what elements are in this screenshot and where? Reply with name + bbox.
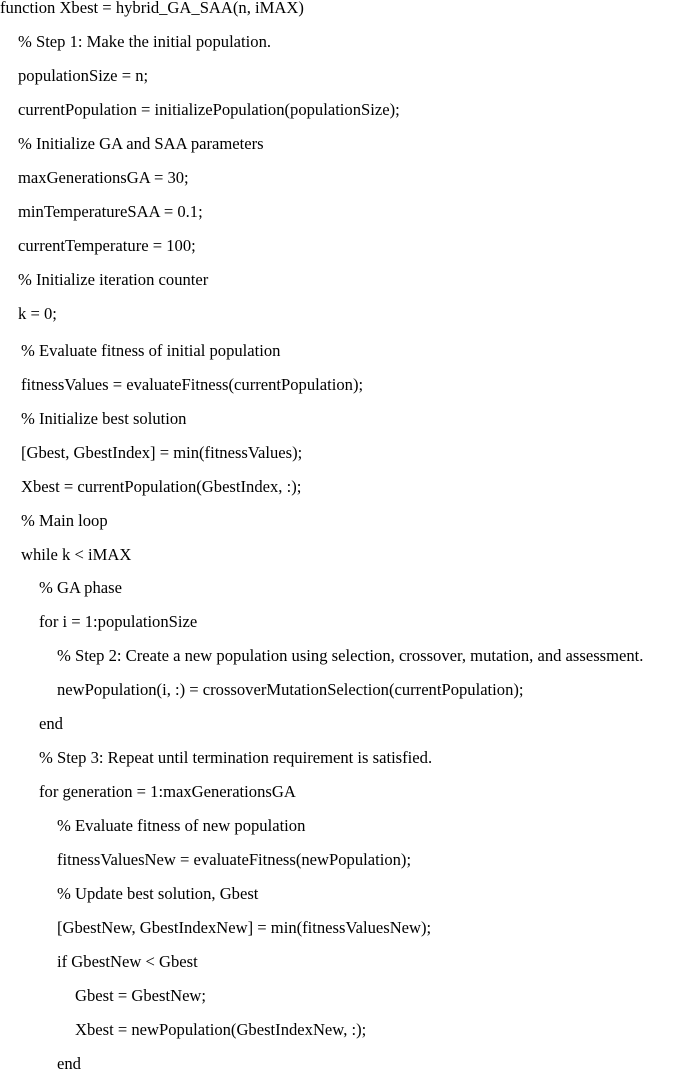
code-line: for generation = 1:maxGenerationsGA: [39, 782, 296, 801]
code-line: % Step 3: Repeat until termination requirement is satisfied.: [39, 748, 433, 767]
code-line: % Step 2: Create a new population using selection, crossover, mutation, and assessment.: [57, 646, 644, 665]
code-line: function Xbest = hybrid_GA_SAA(n, iMAX): [0, 0, 304, 17]
code-line: % Initialize iteration counter: [18, 270, 209, 289]
code-line: % GA phase: [39, 578, 122, 597]
code-line: end: [57, 1054, 81, 1073]
code-line: Gbest = GbestNew;: [75, 986, 207, 1005]
code-line: fitnessValues = evaluateFitness(currentPopulation);: [21, 375, 364, 394]
code-line: minTemperatureSAA = 0.1;: [18, 202, 203, 221]
code-line: while k < iMAX: [21, 545, 132, 564]
code-line: [GbestNew, GbestIndexNew] = min(fitnessValuesNew);: [57, 918, 432, 937]
code-line: k = 0;: [18, 304, 57, 323]
code-line: Xbest = currentPopulation(GbestIndex, :);: [21, 477, 302, 496]
code-line: currentTemperature = 100;: [18, 236, 196, 255]
code-line: fitnessValuesNew = evaluateFitness(newPopulation);: [57, 850, 412, 869]
code-line: if GbestNew < Gbest: [57, 952, 198, 971]
code-line: for i = 1:populationSize: [39, 612, 198, 631]
code-line: % Initialize GA and SAA parameters: [18, 134, 264, 153]
code-line: newPopulation(i, :) = crossoverMutationSelection(currentPopulation);: [57, 680, 524, 699]
code-line: % Step 1: Make the initial population.: [18, 32, 272, 51]
code-line: currentPopulation = initializePopulation(populationSize);: [18, 100, 400, 119]
code-line: % Update best solution, Gbest: [57, 884, 259, 903]
code-line: % Initialize best solution: [21, 409, 187, 428]
code-line: % Evaluate fitness of initial population: [21, 341, 281, 360]
code-line: [Gbest, GbestIndex] = min(fitnessValues);: [21, 443, 303, 462]
code-line: Xbest = newPopulation(GbestIndexNew, :);: [75, 1020, 367, 1039]
code-line: maxGenerationsGA = 30;: [18, 168, 189, 187]
code-line: end: [39, 714, 63, 733]
code-line: % Main loop: [21, 511, 108, 530]
code-line: populationSize = n;: [18, 66, 149, 85]
code-line: % Evaluate fitness of new population: [57, 816, 306, 835]
